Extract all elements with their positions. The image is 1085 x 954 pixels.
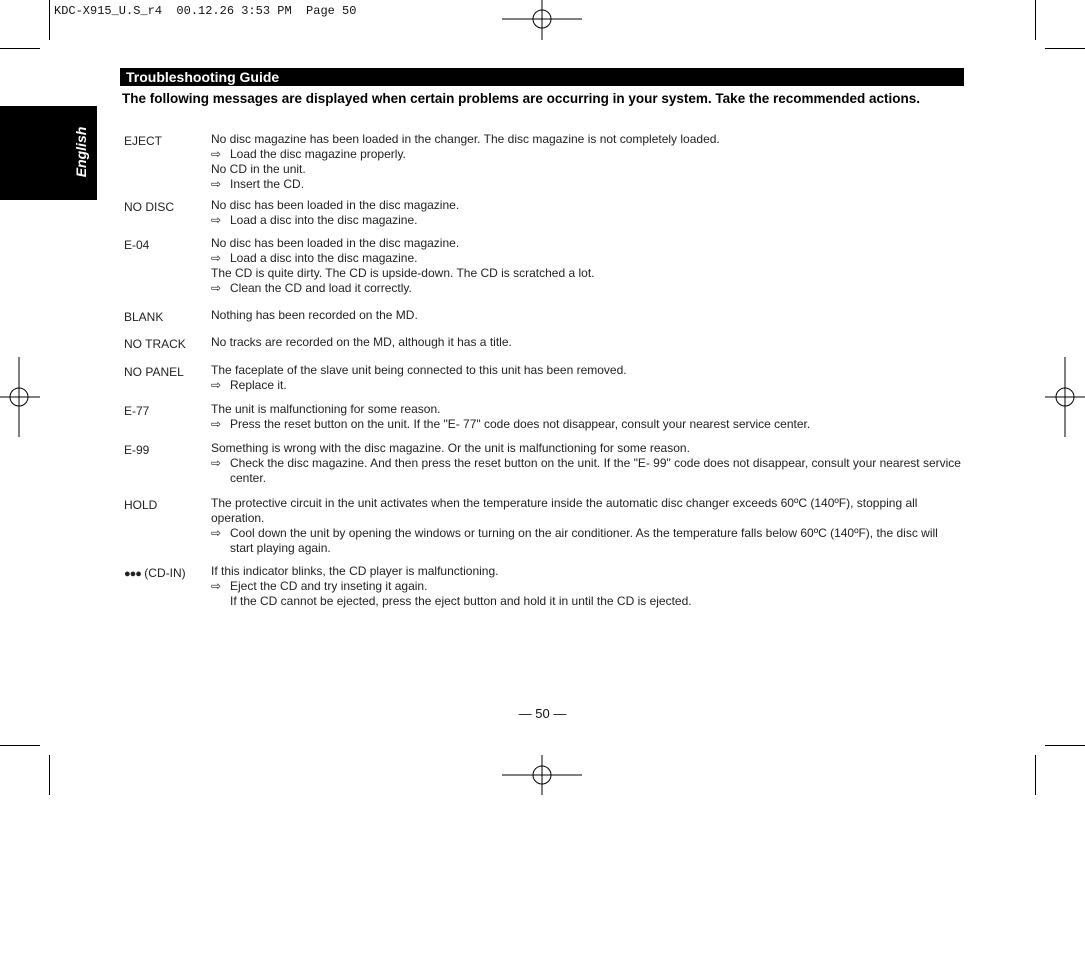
line-text: Load the disc magazine properly. xyxy=(230,147,406,161)
message-description xyxy=(211,335,964,352)
message-description xyxy=(211,308,964,325)
troubleshooting-entry xyxy=(124,564,964,609)
line-text: Press the reset button on the unit. If the "E- 77" code does not disappear, consult your nearest service center. xyxy=(230,417,811,431)
arrow-right-icon: ⇨ xyxy=(211,177,222,191)
arrow-right-icon: ⇨ xyxy=(211,579,222,593)
print-slug: KDC-X915_U.S_r4 00.12.26 3:53 PM Page 50 xyxy=(54,4,357,18)
cause-line xyxy=(211,308,964,323)
message-description xyxy=(211,198,964,228)
arrow-right-icon: ⇨ xyxy=(211,251,222,265)
crop-mark xyxy=(1035,0,1036,40)
message-code: E-04 xyxy=(124,238,150,252)
line-text: If this indicator blinks, the CD player is malfunctioning. xyxy=(211,564,499,578)
message-code: E-99 xyxy=(124,443,150,457)
troubleshooting-entry xyxy=(124,402,964,432)
cause-line xyxy=(211,266,964,281)
message-code: NO DISC xyxy=(124,200,175,214)
troubleshooting-list xyxy=(124,132,964,609)
line-text: The unit is malfunctioning for some reason. xyxy=(211,402,441,416)
message-code: HOLD xyxy=(124,498,158,512)
arrow-right-icon: ⇨ xyxy=(211,378,222,392)
line-text: No tracks are recorded on the MD, although it has a title. xyxy=(211,335,512,349)
cause-line xyxy=(211,198,964,213)
cause-line xyxy=(211,162,964,177)
arrow-right-icon: ⇨ xyxy=(211,417,222,431)
remedy-line xyxy=(211,579,964,594)
crop-mark xyxy=(49,755,50,795)
crop-mark xyxy=(1035,755,1036,795)
cause-line xyxy=(211,441,964,456)
line-text: The faceplate of the slave unit being connected to this unit has been removed. xyxy=(211,363,627,377)
message-description xyxy=(211,236,964,296)
crop-mark xyxy=(1045,48,1085,49)
language-tab-label: English xyxy=(73,126,89,178)
indicator-dots-icon: ●●● xyxy=(124,568,141,580)
remedy-line xyxy=(211,251,964,266)
remedy-line xyxy=(211,526,964,556)
registration-mark-icon xyxy=(0,357,40,437)
cause-line xyxy=(211,564,964,579)
line-text: The protective circuit in the unit activates when the temperature inside the automatic disc changer exceeds 60ºC (140ºF), stopping all operation. xyxy=(211,496,918,525)
remedy-line xyxy=(211,378,964,393)
line-text: The CD is quite dirty. The CD is upside-down. The CD is scratched a lot. xyxy=(211,266,595,280)
message-code-label: (CD-IN) xyxy=(144,566,186,580)
message-code: EJECT xyxy=(124,134,163,148)
line-text: Check the disc magazine. And then press the reset button on the unit. If the "E- 99" code does not disappear, consult your nearest service center. xyxy=(230,456,961,485)
cause-line xyxy=(211,594,964,609)
remedy-line xyxy=(211,417,964,432)
crop-mark xyxy=(0,48,40,49)
intro-text: The following messages are displayed when certain problems are occurring in your system. Take the recommended actions. xyxy=(122,91,920,106)
cause-line xyxy=(211,363,964,378)
arrow-right-icon: ⇨ xyxy=(211,147,222,161)
remedy-line xyxy=(211,456,964,486)
section-title: Troubleshooting Guide xyxy=(120,68,964,86)
crop-mark xyxy=(0,745,40,746)
troubleshooting-entry xyxy=(124,308,964,325)
message-description xyxy=(211,441,964,486)
troubleshooting-entry xyxy=(124,198,964,228)
line-text: No disc magazine has been loaded in the changer. The disc magazine is not completely loaded. xyxy=(211,132,720,146)
cause-line xyxy=(211,496,964,526)
arrow-right-icon: ⇨ xyxy=(211,456,222,470)
troubleshooting-entry xyxy=(124,363,964,393)
line-text: Nothing has been recorded on the MD. xyxy=(211,308,418,322)
message-code xyxy=(124,564,211,609)
crop-mark xyxy=(49,0,50,40)
line-text: Load a disc into the disc magazine. xyxy=(230,251,418,265)
crop-mark xyxy=(1045,745,1085,746)
cause-line xyxy=(211,132,964,147)
line-text: Cool down the unit by opening the windows or turning on the air conditioner. As the temperature falls below 60ºC (140ºF), the disc will start playing again. xyxy=(230,526,938,555)
page-number: — 50 — xyxy=(518,706,567,721)
line-text: No disc has been loaded in the disc magazine. xyxy=(211,198,460,212)
message-code: BLANK xyxy=(124,310,164,324)
message-code: E-77 xyxy=(124,404,150,418)
line-text: If the CD cannot be ejected, press the eject button and hold it in until the CD is ejected. xyxy=(230,594,692,608)
line-text: Load a disc into the disc magazine. xyxy=(230,213,418,227)
cause-line xyxy=(211,402,964,417)
troubleshooting-entry xyxy=(124,132,964,192)
message-description xyxy=(211,402,964,432)
arrow-right-icon: ⇨ xyxy=(211,281,222,295)
troubleshooting-entry xyxy=(124,441,964,486)
message-description xyxy=(211,564,964,609)
arrow-right-icon: ⇨ xyxy=(211,526,222,540)
line-text: Replace it. xyxy=(230,378,287,392)
remedy-line xyxy=(211,213,964,228)
line-text: Insert the CD. xyxy=(230,177,305,191)
troubleshooting-entry xyxy=(124,335,964,352)
troubleshooting-entry xyxy=(124,496,964,556)
cause-line xyxy=(211,335,964,350)
message-description xyxy=(211,496,964,556)
message-description xyxy=(211,363,964,393)
registration-mark-icon xyxy=(502,0,582,40)
line-text: No disc has been loaded in the disc magazine. xyxy=(211,236,460,250)
troubleshooting-entry xyxy=(124,236,964,296)
line-text: No CD in the unit. xyxy=(211,162,306,176)
remedy-line xyxy=(211,147,964,162)
message-code: NO PANEL xyxy=(124,365,184,379)
message-description xyxy=(211,132,964,192)
arrow-right-icon: ⇨ xyxy=(211,213,222,227)
line-text: Eject the CD and try inseting it again. xyxy=(230,579,428,593)
line-text: Clean the CD and load it correctly. xyxy=(230,281,412,295)
line-text: Something is wrong with the disc magazine. Or the unit is malfunctioning for some reason. xyxy=(211,441,690,455)
remedy-line xyxy=(211,281,964,296)
registration-mark-icon xyxy=(1045,357,1085,437)
registration-mark-icon xyxy=(502,755,582,795)
cause-line xyxy=(211,236,964,251)
remedy-line xyxy=(211,177,964,192)
message-code: NO TRACK xyxy=(124,337,186,351)
